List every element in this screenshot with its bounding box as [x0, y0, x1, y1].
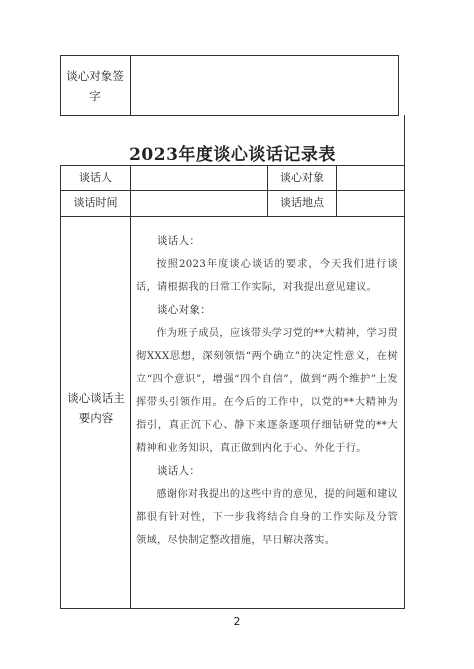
content-paragraph: 感谢你对我提出的这些中肯的意见，提的问题和建议都很有针对性，下一步我将结合自身的工作实际及分管领域，尽快制定整改措施，早日解决落实。	[136, 489, 398, 546]
content-paragraph: 作为班子成员，应该带头学习党的**大精神，学习贯彻XXX思想，深刻领悟“两个确立”的决定性意义，在树立“四个意识”，增强“四个自信”，做到“两个维护”上发挥带头引领作用。在今后的工作中，以党的**大精神为指引，真正沉下心、静下来逐条逐项仔细钻研党的**大精神和业务知识，真正做到内化于心、外化于行。	[136, 328, 398, 454]
talk-target-label: 谈心对象	[280, 171, 324, 184]
content-heading-talker: 谈话人：	[157, 465, 201, 477]
talker-label: 谈话人	[79, 171, 112, 184]
signature-label: 谈心对象签字	[66, 69, 124, 103]
content-paragraph: 按照2023年度谈心谈话的要求，今天我们进行谈话，请根据我的日常工作实际，对我提出意见建议。	[136, 259, 398, 293]
page-number: 2	[233, 615, 241, 628]
content-label: 谈心谈话主要内容	[67, 391, 125, 425]
content-body[interactable]	[136, 230, 398, 552]
talk-time-label: 谈话时间	[73, 196, 118, 209]
content-heading-talker: 谈话人：	[157, 235, 201, 247]
signature-field[interactable]	[131, 56, 398, 115]
content-heading-target: 谈心对象：	[157, 304, 211, 316]
form-title: 2023年度谈心谈话记录表	[129, 145, 336, 165]
talk-location-label: 谈话地点	[280, 196, 324, 209]
